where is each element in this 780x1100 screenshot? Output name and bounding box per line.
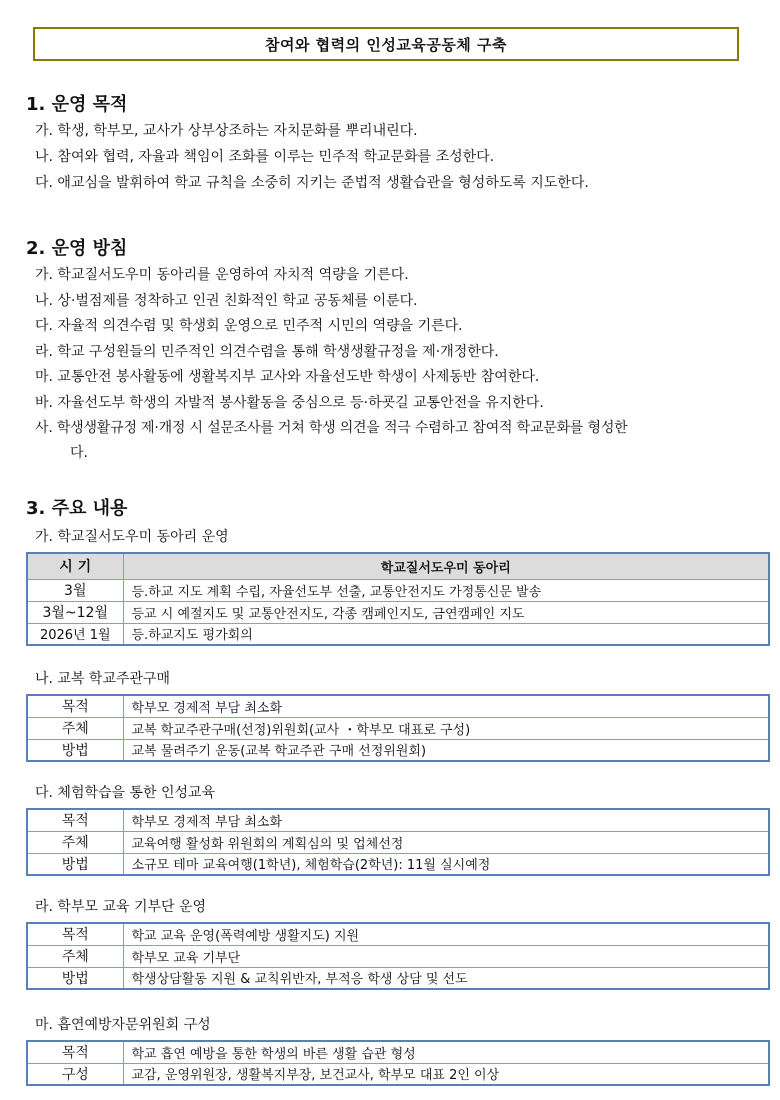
cell-content: 등.하교 지도 계획 수립, 자율선도부 선출, 교통안전지도 가정통신문 발송 [123, 579, 769, 601]
cell-content: 등.하교지도 평가회의 [123, 623, 769, 645]
smoking-table [26, 1040, 770, 1086]
cell-key: 주체 [27, 717, 123, 739]
club-table [26, 552, 770, 646]
s2-item-7: 사. 학생생활규정 제·개정 시 설문조사를 거쳐 학생 의견을 적극 수렴하고 참여적 학교문화를 형성한 [35, 420, 628, 436]
cell-content: 등교 시 예절지도 및 교통안전지도, 각종 캠페인지도, 금연캠페인 지도 [123, 601, 769, 623]
table-row [27, 809, 769, 831]
table-row [27, 579, 769, 601]
experience-table [26, 808, 770, 876]
cell-value: 학부모 경제적 부담 최소화 [123, 809, 769, 831]
cell-key: 목적 [27, 695, 123, 717]
s2-item-6: 바. 자율선도부 학생의 자발적 봉사활동을 중심으로 등·하굣길 교통안전을 유지한다. [35, 395, 544, 411]
s2-item-5: 마. 교통안전 봉사활동에 생활복지부 교사와 자율선도반 학생이 사제동반 참여한다. [35, 369, 540, 385]
donation-table [26, 922, 770, 990]
col-period: 시 기 [27, 553, 123, 579]
cell-value: 학생상담활동 지원 & 교칙위반자, 부적응 학생 상담 및 선도 [123, 967, 769, 989]
cell-value: 학부모 경제적 부담 최소화 [123, 695, 769, 717]
s2-item-1: 가. 학교질서도우미 동아리를 운영하여 자치적 역량을 기른다. [35, 267, 409, 283]
s3-a-heading: 가. 학교질서도우미 동아리 운영 [35, 529, 229, 545]
table-row [27, 695, 769, 717]
uniform-table [26, 694, 770, 762]
cell-key: 목적 [27, 809, 123, 831]
cell-value: 학부모 교육 기부단 [123, 945, 769, 967]
cell-value: 교감, 운영위원장, 생활복지부장, 보건교사, 학부모 대표 2인 이상 [123, 1063, 769, 1085]
cell-key: 방법 [27, 967, 123, 989]
cell-period: 3월 [27, 579, 123, 601]
s3-c-heading: 다. 체험학습을 통한 인성교육 [35, 785, 216, 801]
cell-key: 구성 [27, 1063, 123, 1085]
s2-item-4: 라. 학교 구성원들의 민주적인 의견수렴을 통해 학생생활규정을 제·개정한다. [35, 344, 499, 360]
s2-item-7-cont: 다. [70, 445, 88, 461]
table-row [27, 717, 769, 739]
cell-key: 주체 [27, 831, 123, 853]
col-club: 학교질서도우미 동아리 [123, 553, 769, 579]
table-row [27, 967, 769, 989]
table-row [27, 739, 769, 761]
table-row [27, 601, 769, 623]
cell-value: 교복 물려주기 운동(교복 학교주관 구매 선정위원회) [123, 739, 769, 761]
cell-period: 2026년 1월 [27, 623, 123, 645]
section-1-heading: 1. 운영 목적 [26, 94, 128, 115]
cell-key: 방법 [27, 853, 123, 875]
table-row [27, 945, 769, 967]
s3-b-heading: 나. 교복 학교주관구매 [35, 671, 171, 687]
s1-item-2: 나. 참여와 협력, 자율과 책임이 조화를 이루는 민주적 학교문화를 조성한다. [35, 149, 495, 165]
cell-value: 학교 교육 운영(폭력예방 생활지도) 지원 [123, 923, 769, 945]
table-row [27, 831, 769, 853]
s1-item-1: 가. 학생, 학부모, 교사가 상부상조하는 자치문화를 뿌리내린다. [35, 123, 418, 139]
section-3-heading: 3. 주요 내용 [26, 498, 128, 519]
s1-item-3: 다. 애교심을 발휘하여 학교 규칙을 소중히 지키는 준법적 생활습관을 형성하도록 지도한다. [35, 175, 589, 191]
cell-key: 방법 [27, 739, 123, 761]
section-2-heading: 2. 운영 방침 [26, 238, 128, 259]
cell-value: 교복 학교주관구매(선정)위원회(교사 ・학부모 대표로 구성) [123, 717, 769, 739]
s3-d-heading: 라. 학부모 교육 기부단 운영 [35, 899, 207, 915]
table-row [27, 1041, 769, 1063]
s3-e-heading: 마. 흡연예방자문위원회 구성 [35, 1017, 211, 1033]
s2-item-2: 나. 상·벌점제를 정착하고 인권 친화적인 학교 공동체를 이룬다. [35, 293, 418, 309]
table-row [27, 623, 769, 645]
table-row [27, 1063, 769, 1085]
cell-value: 교육여행 활성화 위원회의 계획심의 및 업체선정 [123, 831, 769, 853]
cell-period: 3월~12월 [27, 601, 123, 623]
cell-value: 소규모 테마 교육여행(1학년), 체험학습(2학년): 11월 실시예정 [123, 853, 769, 875]
table-row [27, 853, 769, 875]
cell-key: 목적 [27, 923, 123, 945]
cell-value: 학교 흡연 예방을 통한 학생의 바른 생활 습관 형성 [123, 1041, 769, 1063]
table-row [27, 923, 769, 945]
cell-key: 주체 [27, 945, 123, 967]
s2-item-3: 다. 자율적 의견수렴 및 학생회 운영으로 민주적 시민의 역량을 기른다. [35, 318, 463, 334]
document-title: 참여와 협력의 인성교육공동체 구축 [33, 27, 739, 61]
cell-key: 목적 [27, 1041, 123, 1063]
